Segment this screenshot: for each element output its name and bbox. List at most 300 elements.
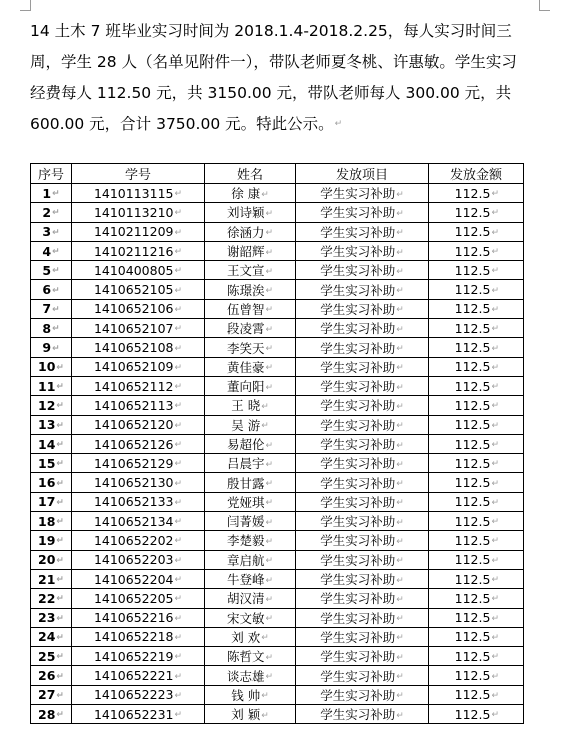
cell-student-id-text: 1410652205 <box>93 590 174 606</box>
cell-mark: ↵ <box>396 421 404 432</box>
cell-mark: ↵ <box>56 671 64 682</box>
cell-name-text: 殷甘露 <box>226 475 265 491</box>
cell-item <box>296 261 429 280</box>
cell-item-text: 学生实习补助 <box>320 224 396 240</box>
cell-item-text: 学生实习补助 <box>320 572 396 588</box>
table-row <box>31 319 524 338</box>
cell-item-text: 学生实习补助 <box>320 437 396 452</box>
cell-item <box>296 203 429 222</box>
cell-amount <box>429 415 524 434</box>
table-row <box>31 241 524 260</box>
cell-seq <box>31 550 72 569</box>
cell-item-text: 学生实习补助 <box>320 398 396 414</box>
cell-mark: ↵ <box>396 228 404 239</box>
cell-item <box>296 512 429 531</box>
cell-mark: ↵ <box>396 382 404 393</box>
cell-name <box>205 261 296 280</box>
cell-name-text: 李楚毅 <box>226 533 265 549</box>
cell-student-id <box>72 434 205 453</box>
cell-name-text: 吕晨宇 <box>226 456 265 472</box>
cell-amount-text: 112.5 <box>454 629 491 645</box>
cell-item-text: 学生实习补助 <box>320 649 396 665</box>
cell-mark: ↵ <box>174 478 183 489</box>
cell-student-id <box>72 280 205 299</box>
cell-name-text: 陈哲文 <box>226 649 265 665</box>
cell-item <box>296 608 429 627</box>
cell-amount <box>429 319 524 338</box>
cell-seq <box>31 627 72 646</box>
cell-mark: ↵ <box>491 517 499 528</box>
table-row <box>31 415 524 434</box>
cell-mark: ↵ <box>491 189 499 200</box>
cell-amount-text: 112.5 <box>454 243 491 259</box>
cell-mark: ↵ <box>396 286 404 297</box>
cell-amount-text: 112.5 <box>454 397 491 413</box>
cell-student-id-text: 1410652221 <box>93 668 174 684</box>
cell-mark: ↵ <box>396 594 404 605</box>
cell-amount <box>429 338 524 357</box>
cell-name-text: 刘 颖 <box>231 707 261 723</box>
cell-seq-text: 10 <box>38 359 56 375</box>
cell-mark: ↵ <box>174 652 183 663</box>
cell-seq <box>31 357 72 376</box>
cell-mark: ↵ <box>174 594 183 605</box>
cell-mark: ↵ <box>174 362 183 373</box>
cell-amount <box>429 627 524 646</box>
cell-amount-text: 112.5 <box>454 590 491 606</box>
cell-mark: ↵ <box>491 690 499 701</box>
cell-item-text: 学生实习补助 <box>320 629 396 645</box>
cell-seq <box>31 261 72 280</box>
cell-name-text: 刘 欢 <box>231 629 261 645</box>
cell-mark: ↵ <box>491 382 499 393</box>
announcement-paragraph <box>30 16 530 140</box>
cell-amount <box>429 280 524 299</box>
cell-amount <box>429 222 524 241</box>
cell-item-text: 学生实习补助 <box>320 494 396 510</box>
cell-name-text: 王文宣 <box>226 263 265 279</box>
cell-amount-text: 112.5 <box>454 668 491 684</box>
cell-student-id <box>72 203 205 222</box>
cell-mark: ↵ <box>396 401 404 412</box>
cell-seq <box>31 454 72 473</box>
cell-item <box>296 647 429 666</box>
cell-item-text: 学生实习补助 <box>320 321 396 337</box>
cell-amount-text: 112.5 <box>454 532 491 548</box>
cell-student-id <box>72 338 205 357</box>
header-student-id: 学号 <box>72 164 205 184</box>
cell-item-text: 学生实习补助 <box>320 610 396 626</box>
cell-item <box>296 415 429 434</box>
cell-name-text: 闫菁媛 <box>226 514 265 530</box>
cell-seq <box>31 338 72 357</box>
cell-mark: ↵ <box>56 478 64 489</box>
cell-mark: ↵ <box>396 440 404 451</box>
cell-item <box>296 319 429 338</box>
cell-name-text: 徐 康 <box>231 186 261 202</box>
cell-name <box>205 241 296 260</box>
cell-student-id-text: 1410652105 <box>93 282 174 298</box>
cell-seq <box>31 319 72 338</box>
cell-mark: ↵ <box>491 652 499 663</box>
cell-mark: ↵ <box>261 691 269 702</box>
cell-amount-text: 112.5 <box>454 301 491 317</box>
cell-name <box>205 357 296 376</box>
cell-seq <box>31 608 72 627</box>
cell-student-id-text: 1410652216 <box>93 610 174 626</box>
table-row <box>31 569 524 588</box>
cell-mark: ↵ <box>265 536 274 547</box>
cell-seq-text: 16 <box>38 475 56 491</box>
cell-item <box>296 627 429 646</box>
cell-seq-text: 18 <box>38 513 56 529</box>
cell-mark: ↵ <box>56 710 64 721</box>
cell-mark: ↵ <box>265 208 274 219</box>
cell-mark: ↵ <box>491 613 499 624</box>
cell-mark: ↵ <box>265 614 274 625</box>
cell-seq <box>31 299 72 318</box>
cell-seq-text: 14 <box>38 436 56 452</box>
cell-mark: ↵ <box>174 247 183 258</box>
cell-name-text: 王 晓 <box>231 398 261 414</box>
cell-item <box>296 222 429 241</box>
cell-mark: ↵ <box>396 614 404 625</box>
cell-mark: ↵ <box>396 479 404 490</box>
cell-mark: ↵ <box>261 189 269 200</box>
cell-name <box>205 685 296 704</box>
cell-amount <box>429 685 524 704</box>
table-row <box>31 666 524 685</box>
cell-name <box>205 589 296 608</box>
cell-mark: ↵ <box>56 594 64 605</box>
cell-mark: ↵ <box>261 401 269 412</box>
cell-seq-text: 11 <box>38 378 56 394</box>
cell-item <box>296 531 429 550</box>
cell-mark: ↵ <box>396 266 404 277</box>
cell-mark: ↵ <box>56 440 64 450</box>
cell-item <box>296 357 429 376</box>
cell-amount <box>429 492 524 511</box>
table-header-row <box>31 164 524 184</box>
cell-mark: ↵ <box>396 363 404 374</box>
cell-student-id <box>72 569 205 588</box>
cell-mark: ↵ <box>56 555 64 566</box>
cell-seq-text: 8 <box>42 320 52 336</box>
cell-name <box>205 512 296 531</box>
cell-mark: ↵ <box>261 633 269 644</box>
cell-student-id-text: 1410113115 <box>93 185 174 201</box>
cell-amount-text: 112.5 <box>454 706 491 722</box>
cell-name <box>205 434 296 453</box>
cell-seq <box>31 415 72 434</box>
table-row <box>31 338 524 357</box>
cell-item-text: 学生实习补助 <box>320 301 396 317</box>
cell-mark: ↵ <box>491 401 499 412</box>
cell-seq-text: 5 <box>42 262 52 278</box>
cell-mark: ↵ <box>174 401 183 412</box>
table-row <box>31 531 524 550</box>
cell-seq-text: 15 <box>38 455 56 471</box>
cell-name <box>205 454 296 473</box>
table-row <box>31 550 524 569</box>
cell-amount <box>429 203 524 222</box>
cell-item-text: 学生实习补助 <box>320 379 396 395</box>
cell-item-text: 学生实习补助 <box>320 263 396 279</box>
cell-item-text: 学生实习补助 <box>320 707 396 723</box>
cell-student-id <box>72 241 205 260</box>
cell-seq-text: 25 <box>38 648 56 664</box>
cell-item-text: 学生实习补助 <box>320 514 396 530</box>
cell-item-text: 学生实习补助 <box>320 668 396 684</box>
cell-item <box>296 492 429 511</box>
cell-name-text: 谈志雄 <box>226 668 265 684</box>
cell-item <box>296 280 429 299</box>
cell-name <box>205 338 296 357</box>
cell-mark: ↵ <box>396 324 404 335</box>
cell-seq <box>31 280 72 299</box>
cell-mark: ↵ <box>396 536 404 547</box>
cell-amount <box>429 376 524 395</box>
cell-student-id-text: 1410400805 <box>93 262 174 278</box>
cell-name <box>205 280 296 299</box>
header-amount: 发放金额 <box>429 164 524 184</box>
cell-student-id <box>72 184 205 203</box>
cell-mark: ↵ <box>396 459 404 470</box>
table-row <box>31 261 524 280</box>
cell-name-text: 牛登峰 <box>226 572 265 588</box>
cell-name-text: 董向阳 <box>226 379 265 395</box>
cell-mark: ↵ <box>56 401 64 412</box>
cell-mark: ↵ <box>396 691 404 702</box>
cell-amount-text: 112.5 <box>454 262 491 278</box>
cell-mark: ↵ <box>491 478 499 489</box>
cell-item-text: 学生实习补助 <box>320 552 396 568</box>
cell-mark: ↵ <box>491 227 499 238</box>
cell-amount <box>429 241 524 260</box>
cell-mark: ↵ <box>265 556 274 567</box>
cell-mark: ↵ <box>491 536 499 547</box>
cell-name <box>205 376 296 395</box>
table-row <box>31 222 524 241</box>
cell-student-id <box>72 550 205 569</box>
cell-mark: ↵ <box>491 555 499 566</box>
table-row <box>31 685 524 704</box>
announcement-text: 14 土木 7 班毕业实习时间为 2018.1.4-2018.2.25，每人实习时间三周，学生 28 人（名单见附件一），带队老师夏冬桃、许惠敏。学生实习经费每人 112.50 元，共 3150.00 元，带队老师每人 300.00 元，共 600.00 元，合计 3750.00 元。特此公示。 <box>30 22 517 133</box>
cell-mark: ↵ <box>52 343 60 354</box>
cell-student-id-text: 1410652231 <box>93 706 174 722</box>
cell-name <box>205 203 296 222</box>
cell-seq-text: 19 <box>38 532 56 548</box>
table-row <box>31 376 524 395</box>
cell-amount-text: 112.5 <box>454 359 491 375</box>
table-row <box>31 627 524 646</box>
cell-item <box>296 241 429 260</box>
cell-name-text: 段凌霄 <box>226 321 265 337</box>
cell-item <box>296 666 429 685</box>
cell-amount-text: 112.5 <box>454 475 491 491</box>
cell-item-text: 学生实习补助 <box>320 417 396 433</box>
cell-mark: ↵ <box>491 440 499 450</box>
cell-name-text: 易超伦 <box>226 437 265 452</box>
cell-student-id-text: 1410652204 <box>93 571 174 587</box>
cell-student-id <box>72 647 205 666</box>
cell-mark: ↵ <box>491 710 499 721</box>
cell-amount-text: 112.5 <box>454 204 491 220</box>
cell-mark: ↵ <box>491 420 499 431</box>
cell-name-text: 黄佳豪 <box>226 359 265 375</box>
cell-amount <box>429 396 524 415</box>
header-name: 姓名 <box>205 164 296 184</box>
cell-mark: ↵ <box>491 497 499 508</box>
cell-student-id <box>72 705 205 724</box>
cell-mark: ↵ <box>56 536 64 547</box>
cell-mark: ↵ <box>174 304 183 315</box>
cell-name-text: 谢韶辉 <box>226 244 265 260</box>
table-row <box>31 203 524 222</box>
cell-amount-text: 112.5 <box>454 552 491 568</box>
cell-mark: ↵ <box>491 362 499 373</box>
cell-amount <box>429 434 524 453</box>
cell-mark: ↵ <box>396 575 404 586</box>
cell-seq <box>31 222 72 241</box>
cell-name-text: 刘诗颖 <box>226 205 265 221</box>
cell-seq-text: 23 <box>38 610 56 626</box>
cell-mark: ↵ <box>56 382 64 393</box>
cell-seq <box>31 569 72 588</box>
table-row <box>31 299 524 318</box>
cell-item-text: 学生实习补助 <box>320 205 396 221</box>
cell-mark: ↵ <box>396 556 404 567</box>
cell-item-text: 学生实习补助 <box>320 475 396 491</box>
cell-seq <box>31 492 72 511</box>
cell-name-text: 党娅琪 <box>226 494 265 510</box>
cell-item <box>296 396 429 415</box>
cell-mark: ↵ <box>265 498 274 509</box>
table-row <box>31 647 524 666</box>
cell-mark: ↵ <box>396 710 404 721</box>
cell-seq <box>31 647 72 666</box>
paragraph-mark: ↵ <box>334 119 343 129</box>
cell-mark: ↵ <box>396 498 404 509</box>
cell-amount-text: 112.5 <box>454 185 491 201</box>
cell-amount-text: 112.5 <box>454 378 491 394</box>
cell-mark: ↵ <box>265 382 274 393</box>
cell-seq <box>31 376 72 395</box>
cell-seq <box>31 473 72 492</box>
cell-seq <box>31 666 72 685</box>
cell-mark: ↵ <box>52 208 60 219</box>
cell-seq <box>31 685 72 704</box>
cell-mark: ↵ <box>265 363 274 374</box>
cell-mark: ↵ <box>174 266 183 277</box>
cell-name <box>205 415 296 434</box>
cell-student-id <box>72 666 205 685</box>
cell-mark: ↵ <box>491 575 499 586</box>
cell-mark: ↵ <box>56 652 64 663</box>
cell-amount <box>429 473 524 492</box>
cell-amount <box>429 569 524 588</box>
cell-name-text: 章启航 <box>226 552 265 568</box>
cell-student-id <box>72 473 205 492</box>
cell-mark: ↵ <box>56 690 64 701</box>
cell-mark: ↵ <box>491 343 499 354</box>
cell-name <box>205 531 296 550</box>
cell-student-id-text: 1410211216 <box>93 243 174 259</box>
cell-mark: ↵ <box>56 575 64 586</box>
cell-mark: ↵ <box>396 672 404 683</box>
cell-mark: ↵ <box>265 652 274 663</box>
cell-mark: ↵ <box>52 227 60 238</box>
cell-amount-text: 112.5 <box>454 687 491 703</box>
cell-mark: ↵ <box>174 613 183 624</box>
cell-item-text: 学生实习补助 <box>320 282 396 298</box>
cell-item <box>296 569 429 588</box>
cell-seq <box>31 512 72 531</box>
cell-amount <box>429 531 524 550</box>
cell-seq-text: 20 <box>38 552 56 568</box>
cell-student-id <box>72 319 205 338</box>
cell-mark: ↵ <box>56 632 64 643</box>
cell-mark: ↵ <box>52 324 60 335</box>
cell-mark: ↵ <box>265 440 274 451</box>
cell-item <box>296 434 429 453</box>
cell-mark: ↵ <box>174 189 183 200</box>
cell-amount <box>429 550 524 569</box>
cell-amount <box>429 299 524 318</box>
header-item: 发放项目 <box>296 164 429 184</box>
stipend-table <box>30 163 524 724</box>
cell-mark: ↵ <box>265 247 274 258</box>
cell-mark: ↵ <box>52 304 60 315</box>
cell-amount-text: 112.5 <box>454 513 491 529</box>
page-corner-marker-left <box>20 0 31 11</box>
cell-mark: ↵ <box>56 517 64 528</box>
cell-amount-text: 112.5 <box>454 282 491 298</box>
cell-mark: ↵ <box>265 344 274 355</box>
cell-mark: ↵ <box>174 690 183 701</box>
cell-seq <box>31 396 72 415</box>
cell-name-text: 钱 帅 <box>231 687 261 703</box>
cell-seq-text: 24 <box>38 629 56 645</box>
cell-mark: ↵ <box>265 594 274 605</box>
cell-mark: ↵ <box>174 632 183 643</box>
cell-mark: ↵ <box>396 189 404 200</box>
cell-student-id <box>72 222 205 241</box>
cell-student-id <box>72 261 205 280</box>
header-seq: 序号 <box>31 164 72 184</box>
cell-seq-text: 4 <box>42 243 52 259</box>
cell-student-id <box>72 396 205 415</box>
cell-name <box>205 396 296 415</box>
cell-mark: ↵ <box>491 632 499 643</box>
cell-mark: ↵ <box>265 266 274 277</box>
cell-amount-text: 112.5 <box>454 320 491 336</box>
cell-student-id <box>72 685 205 704</box>
cell-student-id-text: 1410652129 <box>93 455 174 471</box>
cell-seq-text: 6 <box>42 282 52 298</box>
cell-mark: ↵ <box>491 324 499 335</box>
cell-student-id <box>72 608 205 627</box>
cell-seq-text: 2 <box>42 204 52 220</box>
cell-amount-text: 112.5 <box>454 571 491 587</box>
cell-amount <box>429 666 524 685</box>
cell-student-id-text: 1410652126 <box>93 436 174 452</box>
cell-mark: ↵ <box>52 247 60 258</box>
cell-name-text: 伍曾智 <box>226 301 265 317</box>
table-row <box>31 608 524 627</box>
cell-student-id-text: 1410652130 <box>93 475 174 491</box>
cell-seq-text: 7 <box>42 301 52 317</box>
